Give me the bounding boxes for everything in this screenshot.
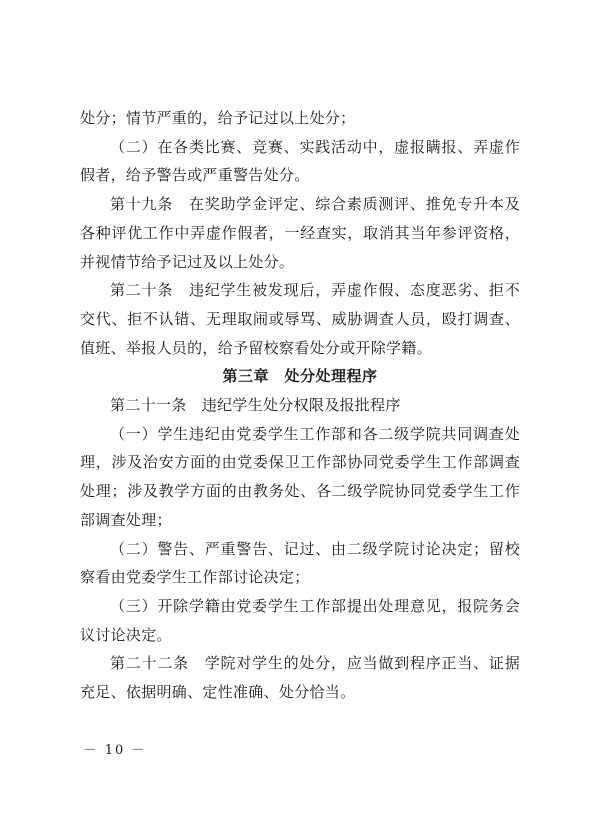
paragraph-item-3: （三）开除学籍由党委学生工作部提出处理意见，报院务会议讨论决定。: [80, 596, 520, 644]
paragraph-1: 处分；情节严重的，给予记过以上处分；: [80, 109, 356, 127]
paragraph-article-21: 第二十一条 违纪学生处分权限及报批程序: [110, 396, 401, 415]
paragraph-item-1: （一）学生违纪由党委学生工作部和各二级学院共同调查处理，涉及治安方面的由党委保卫工作部协同党委学生工作部调查处理；涉及教学方面的由教务处、各二级学院协同党委学生工作部调查处理；: [80, 424, 520, 529]
paragraph-2: （二）在各类比赛、竞赛、实践活动中，虚报瞒报、弄虚作假者，给予警告或严重警告处分。: [80, 137, 520, 185]
chapter-title: 第三章 处分处理程序: [222, 367, 378, 386]
paragraph-item-2: （二）警告、严重警告、记过、由二级学院讨论决定；留校察看由党委学生工作部讨论决定；: [80, 539, 520, 587]
paragraph-article-20: 第二十条 违纪学生被发现后，弄虚作假、态度恶劣、拒不交代、拒不认错、无理取闹或辱骂、威胁调查人员，殴打调查、值班、举报人员的，给予留校察看处分或开除学籍。: [80, 281, 520, 357]
page-number: － 10 －: [83, 743, 147, 758]
paragraph-article-19: 第十九条 在奖助学金评定、综合素质测评、推免专升本及各种评优工作中弄虚作假者，一经查实，取消其当年参评资格，并视情节给予记过及以上处分。: [80, 195, 520, 271]
paragraph-article-22: 第二十二条 学院对学生的处分，应当做到程序正当、证据充足、依据明确、定性准确、处分恰当。: [80, 654, 520, 702]
document-body: [80, 104, 520, 707]
